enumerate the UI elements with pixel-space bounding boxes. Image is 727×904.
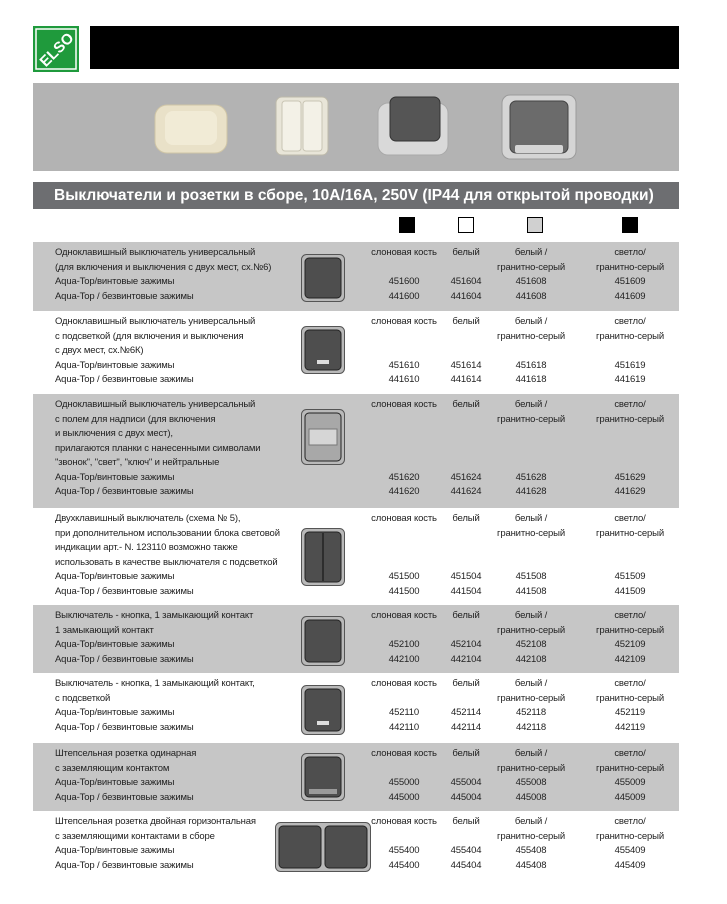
article-number: 441509: [614, 585, 646, 597]
article-number: 441629: [614, 486, 646, 497]
article-number: 455408: [515, 845, 547, 856]
article-number: 455004: [450, 777, 482, 788]
description-line: с двух мест, сх.№6К): [55, 345, 144, 356]
article-number: 455400: [388, 845, 420, 856]
article-number: 451620: [388, 471, 420, 483]
section-title: Выключатели и розетки в сборе, 10A/16A, 250V (IP44 для открытой проводки): [33, 182, 679, 209]
color-label: белый /: [514, 678, 548, 689]
article-number: 445408: [515, 859, 547, 871]
article-number: 441508: [515, 585, 547, 597]
device-image: [301, 254, 345, 307]
color-label: белый: [452, 513, 480, 524]
article-number: 442109: [614, 653, 646, 665]
article-number: 441610: [388, 374, 420, 385]
description-line: Aqua-Top/винтовые зажимы: [55, 707, 175, 718]
color-label: слоновая кость: [371, 748, 437, 759]
description-line: Aqua-Top / безвинтовые зажимы: [55, 374, 194, 385]
article-number: 452100: [388, 639, 420, 650]
color-label: светло/: [614, 610, 646, 621]
article-number: 452114: [450, 707, 482, 718]
description-line: "звонок", "свет", "ключ" и нейтральные: [55, 457, 220, 468]
color-label: гранитно-серый: [596, 261, 664, 273]
article-number: 452104: [450, 639, 482, 650]
color-label: слоновая кость: [371, 316, 437, 327]
article-number: 451608: [515, 276, 547, 287]
article-number: 441614: [450, 374, 482, 385]
color-label: гранитно-серый: [497, 830, 565, 842]
product-banner: [33, 83, 679, 171]
article-number: 442108: [515, 653, 547, 665]
article-number: 445009: [614, 791, 646, 803]
product-row: [33, 673, 679, 743]
device-image: [301, 616, 345, 671]
color-label: гранитно-серый: [596, 692, 664, 704]
product-photo-ivory: [151, 83, 231, 171]
color-label: белый: [452, 748, 480, 759]
description-line: Двухклавишный выключатель (схема № 5),: [55, 513, 241, 524]
description-line: Aqua-Top / безвинтовые зажимы: [55, 721, 194, 733]
article-number: 441624: [450, 486, 482, 497]
color-label: гранитно-серый: [596, 330, 664, 342]
product-row: [33, 743, 679, 811]
swatch-light-gray: [527, 217, 543, 233]
article-number: 441504: [450, 585, 482, 597]
description-line: Aqua-Top / безвинтовые зажимы: [55, 859, 194, 871]
article-number: 451629: [614, 471, 646, 483]
article-number: 451504: [450, 571, 482, 582]
color-label: светло/: [614, 816, 646, 827]
product-row: [33, 242, 679, 311]
description-line: Aqua-Top/винтовые зажимы: [55, 276, 175, 287]
article-number: 441620: [388, 486, 420, 497]
description-line: с заземляющими контактами в сборе: [55, 830, 215, 842]
device-image: [301, 685, 345, 740]
description-line: Aqua-Top/винтовые зажимы: [55, 571, 175, 582]
article-number: 445400: [388, 859, 420, 871]
description-line: и выключения с двух мест),: [55, 428, 173, 439]
description-line: Одноклавишный выключатель универсальный: [55, 316, 256, 327]
description-line: с заземляющим контактом: [55, 762, 170, 774]
color-label: гранитно-серый: [497, 692, 565, 704]
article-number: 441609: [614, 290, 646, 302]
elso-logo: [33, 26, 79, 72]
description-line: Aqua-Top / безвинтовые зажимы: [55, 290, 194, 302]
color-label: белый: [452, 610, 480, 621]
color-label: слоновая кость: [371, 610, 437, 621]
article-number: 451500: [388, 571, 420, 582]
description-line: Штепсельная розетка одинарная: [55, 748, 197, 759]
description-line: Aqua-Top / безвинтовые зажимы: [55, 791, 194, 803]
article-number: 451628: [515, 471, 547, 483]
article-number: 442118: [515, 721, 547, 733]
color-label: гранитно-серый: [596, 413, 664, 425]
color-label: слоновая кость: [371, 399, 437, 410]
color-label: гранитно-серый: [497, 261, 565, 273]
device-image: [301, 528, 345, 591]
article-number: 441500: [388, 585, 420, 597]
article-number: 441619: [614, 374, 646, 385]
color-label: гранитно-серый: [497, 330, 565, 342]
swatch-black-2: [622, 217, 638, 233]
device-image: [275, 822, 371, 877]
product-photo-white-double: [271, 83, 333, 171]
product-row: [33, 811, 679, 882]
article-number: 445404: [450, 859, 482, 871]
article-number: 442100: [388, 653, 420, 665]
color-label: белый: [452, 399, 480, 410]
article-number: 451509: [614, 571, 646, 582]
article-number: 441628: [515, 486, 547, 497]
color-label: гранитно-серый: [497, 624, 565, 636]
color-label: светло/: [614, 247, 646, 258]
article-number: 441618: [515, 374, 547, 385]
article-number: 445008: [515, 791, 547, 803]
swatch-black: [399, 217, 415, 233]
description-line: Aqua-Top/винтовые зажимы: [55, 359, 175, 371]
color-label: гранитно-серый: [497, 413, 565, 425]
color-label: белый /: [514, 399, 548, 410]
article-number: 445409: [614, 859, 646, 871]
article-number: 455008: [515, 777, 547, 788]
color-label: гранитно-серый: [497, 762, 565, 774]
description-line: Aqua-Top/винтовые зажимы: [55, 471, 175, 483]
article-number: 445000: [388, 791, 420, 803]
color-label: светло/: [614, 316, 646, 327]
color-label: слоновая кость: [371, 816, 437, 827]
article-number: 442104: [450, 653, 482, 665]
article-number: 455000: [388, 777, 420, 788]
article-number: 441600: [388, 290, 420, 302]
product-row: [33, 605, 679, 673]
device-image: [301, 326, 345, 379]
description-line: Aqua-Top/винтовые зажимы: [55, 639, 175, 650]
article-number: 452110: [388, 707, 420, 718]
article-number: 455009: [614, 777, 646, 788]
description-line: (для включения и выключения с двух мест, сх.№6): [55, 261, 272, 273]
color-label: белый /: [514, 247, 548, 258]
description-line: индикации арт.- N. 123110 возможно также: [55, 542, 238, 553]
description-line: Aqua-Top/винтовые зажимы: [55, 845, 175, 856]
article-number: 451610: [388, 359, 420, 371]
article-number: 452119: [614, 707, 646, 718]
color-label: слоновая кость: [371, 513, 437, 524]
product-photo-gray: [373, 83, 453, 171]
color-label: светло/: [614, 513, 646, 524]
description-line: Aqua-Top / безвинтовые зажимы: [55, 653, 194, 665]
article-number: 452108: [515, 639, 547, 650]
color-label: белый: [452, 678, 480, 689]
description-line: Штепсельная розетка двойная горизонтальная: [55, 816, 256, 827]
description-line: с подсветкой (для включения и выключения: [55, 330, 244, 342]
description-line: с подсветкой: [55, 692, 111, 704]
color-label: светло/: [614, 748, 646, 759]
color-label: гранитно-серый: [497, 527, 565, 539]
color-label: белый: [452, 816, 480, 827]
article-number: 442119: [614, 721, 646, 733]
color-label: белый /: [514, 816, 548, 827]
description-line: при дополнительном использовании блока световой: [55, 527, 280, 539]
article-number: 451619: [614, 359, 646, 371]
device-image: [301, 409, 345, 470]
article-number: 451609: [614, 276, 646, 287]
article-number: 441608: [515, 290, 547, 302]
article-number: 442110: [388, 721, 420, 733]
description-line: Выключатель - кнопка, 1 замыкающий контакт,: [55, 678, 255, 689]
color-label: слоновая кость: [371, 678, 437, 689]
description-line: Aqua-Top/винтовые зажимы: [55, 777, 175, 788]
article-number: 452109: [614, 639, 646, 650]
description-line: Выключатель - кнопка, 1 замыкающий контакт: [55, 610, 254, 621]
article-number: 451600: [388, 276, 420, 287]
color-label: гранитно-серый: [596, 624, 664, 636]
device-image: [301, 753, 345, 806]
color-label: белый /: [514, 316, 548, 327]
article-number: 452118: [515, 707, 547, 718]
description-line: 1 замыкающий контакт: [55, 624, 154, 636]
color-label: светло/: [614, 399, 646, 410]
article-number: 451508: [515, 571, 547, 582]
color-label: слоновая кость: [371, 247, 437, 258]
swatch-white: [458, 217, 474, 233]
color-label: белый: [452, 247, 480, 258]
article-number: 451604: [450, 276, 482, 287]
color-label: гранитно-серый: [596, 830, 664, 842]
article-number: 442114: [450, 721, 482, 733]
description-line: Одноклавишный выключатель универсальный: [55, 399, 256, 410]
description-line: использовать в качестве выключателя с подсветкой: [55, 556, 278, 568]
product-row: [33, 394, 679, 508]
description-line: Одноклавишный выключатель универсальный: [55, 247, 256, 258]
color-label: белый /: [514, 748, 548, 759]
color-label: белый /: [514, 610, 548, 621]
article-number: 451624: [450, 471, 482, 483]
article-number: 451614: [450, 359, 482, 371]
article-number: 445004: [450, 791, 482, 803]
header-bar: [90, 26, 679, 69]
article-number: 455404: [450, 845, 482, 856]
product-photo-socket: [497, 83, 581, 171]
svg-text:ELSO: ELSO: [36, 29, 78, 71]
article-number: 441604: [450, 290, 482, 302]
article-number: 451618: [515, 359, 547, 371]
description-line: Aqua-Top / безвинтовые зажимы: [55, 486, 194, 497]
product-row: [33, 508, 679, 605]
color-label: светло/: [614, 678, 646, 689]
description-line: с полем для надписи (для включения: [55, 413, 216, 425]
color-label: белый: [452, 316, 480, 327]
description-line: прилагаются планки с нанесенными символами: [55, 442, 261, 454]
color-label: белый /: [514, 513, 548, 524]
article-number: 455409: [614, 845, 646, 856]
color-label: гранитно-серый: [596, 762, 664, 774]
product-row: [33, 311, 679, 394]
color-label: гранитно-серый: [596, 527, 664, 539]
description-line: Aqua-Top / безвинтовые зажимы: [55, 585, 194, 597]
